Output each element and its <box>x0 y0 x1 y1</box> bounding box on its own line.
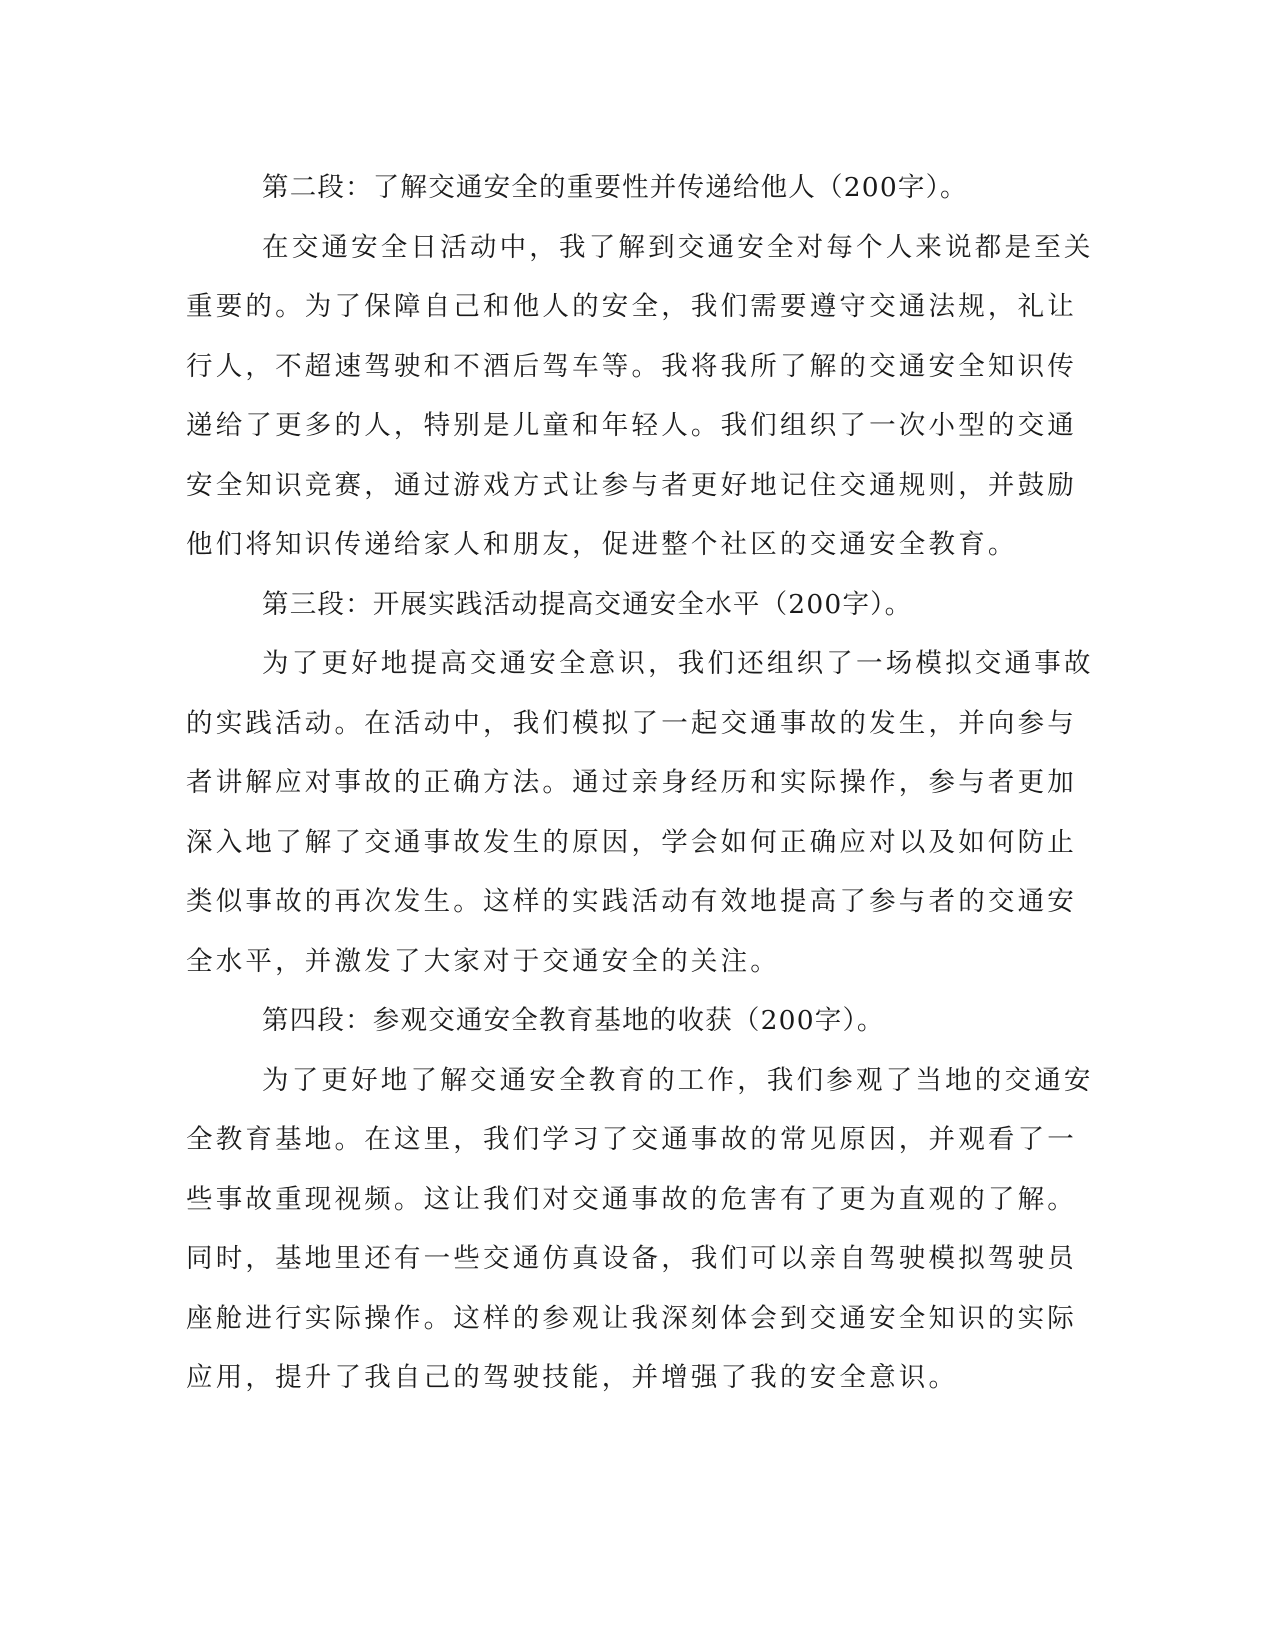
paragraph-line: 全教育基地。在这里，我们学习了交通事故的常见原因，并观看了一 <box>186 1124 1077 1155</box>
paragraph-line: 些事故重现视频。这让我们对交通事故的危害有了更为直观的了解。 <box>186 1183 1077 1215</box>
paragraph-line: 的实践活动。在活动中，我们模拟了一起交通事故的发生，并向参与 <box>186 707 1077 739</box>
paragraph-line: 同时，基地里还有一些交通仿真设备，我们可以亲自驾驶模拟驾驶员 <box>186 1243 1077 1274</box>
paragraph-line: 递给了更多的人，特别是儿童和年轻人。我们组织了一次小型的交通 <box>186 410 1077 441</box>
paragraph-line: 深入地了解了交通事故发生的原因，学会如何正确应对以及如何防止 <box>186 826 1077 858</box>
document-body <box>186 158 1094 1408</box>
section-heading-3: 第三段：开展实践活动提高交通安全水平（200字）。 <box>262 588 913 620</box>
section-heading-4: 第四段：参观交通安全教育基地的收获（200字）。 <box>262 1005 885 1036</box>
paragraph-line: 重要的。为了保障自己和他人的安全，我们需要遵守交通法规，礼让 <box>186 291 1077 322</box>
paragraph-line: 应用，提升了我自己的驾驶技能，并增强了我的安全意识。 <box>186 1362 959 1393</box>
paragraph-line: 全水平，并激发了大家对于交通安全的关注。 <box>186 945 780 977</box>
paragraph-line: 行人，不超速驾驶和不酒后驾车等。我将我所了解的交通安全知识传 <box>186 350 1077 382</box>
paragraph-line: 他们将知识传递给家人和朋友，促进整个社区的交通安全教育。 <box>186 529 1018 560</box>
paragraph-line: 者讲解应对事故的正确方法。通过亲身经历和实际操作，参与者更加 <box>186 767 1077 798</box>
paragraph-line: 安全知识竞赛，通过游戏方式让参与者更好地记住交通规则，并鼓励 <box>186 469 1077 501</box>
paragraph-line: 为了更好地了解交通安全教育的工作，我们参观了当地的交通安 <box>262 1064 1094 1096</box>
section-heading-2: 第二段：了解交通安全的重要性并传递给他人（200字）。 <box>262 172 968 203</box>
paragraph-line: 类似事故的再次发生。这样的实践活动有效地提高了参与者的交通安 <box>186 886 1077 917</box>
paragraph-line: 为了更好地提高交通安全意识，我们还组织了一场模拟交通事故 <box>262 648 1094 679</box>
paragraph-line: 在交通安全日活动中，我了解到交通安全对每个人来说都是至关 <box>262 231 1094 263</box>
paragraph-line: 座舱进行实际操作。这样的参观让我深刻体会到交通安全知识的实际 <box>186 1302 1077 1334</box>
